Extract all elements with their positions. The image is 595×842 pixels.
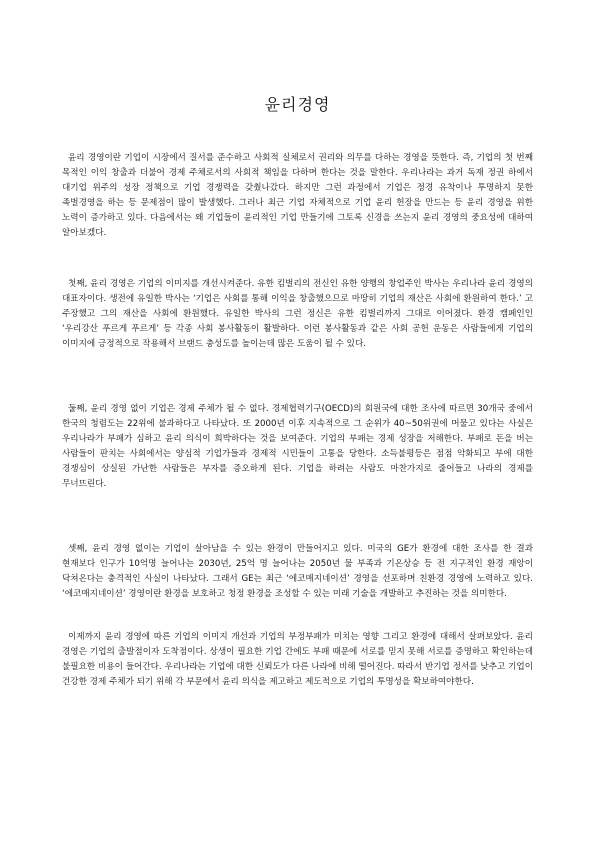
paragraph-intro: 윤리 경영이란 기업이 시장에서 질서를 준수하고 사회적 실체로서 권리와 의무를 다하는 경영을 뜻한다. 즉, 기업의 첫 번째 목적인 이익 창출과 더불어 경제 주체로서의 사회적 책임을 다하며 한다는 것을 말한다. 우리나라는 과거 독재 정권 하에서 대기업 위주의 성장 정책으로 기업 경쟁력을 갖췄나갔다. 하지만 그런 과정에서 기업은 정경 유착이나 투명하지 못한 족벌경영을 하는 등 문제점이 많이 발생했다. 그러나 최근 기업 자체적으로 기업 윤리 헌장을 만드는 등 윤리 경영을 위한 노력이 증가하고 있다. 다음에서는 왜 기업들이 윤리적인 기업 만들기에 그토록 신경을 쓰는지 윤리 경영의 중요성에 대하여 알아보겠다.: [62, 153, 533, 239]
paragraph-conclusion: 이제까지 윤리 경영에 따른 기업의 이미지 개선과 기업의 부정부패가 미치는 영향 그리고 환경에 대해서 살펴보았다. 윤리 경영은 기업의 출발점이자 도착점이다. 상생이 필요한 기업 간에도 부패 때문에 서로를 믿지 못해 서로를 증명하고 확인하는데 불필요한 비용이 들어간다. 우리나라는 기업에 대한 신뢰도가 다른 나라에 비해 떨어진다. 따라서 반기업 정서를 낮추고 기업이 건강한 경제 주체가 되기 위해 각 부문에서 윤리 의식을 제고하고 제도적으로 기업의 투명성을 확보하여야한다.: [62, 632, 533, 688]
document-title: 윤리경영: [264, 95, 331, 114]
paragraph-third-reason: 셋째, 윤리 경영 없이는 기업이 살아남을 수 있는 환경이 만들어지고 있다. 미국의 GE가 환경에 대한 조사를 한 결과 현재보다 인구가 10억명 늘어나는 2030년, 25억 명 늘어나는 2050년 물 부족과 기온상승 등 전 지구적인 환경 재앙이 닥쳐온다는 충격적인 사실이 나타났다. 그래서 GE는 최근 ‘에코매지네이션’ 경영을 선포하며 친환경 경영에 노력하고 있다. ‘에코매지네이션’ 경영이란 환경을 보호하고 청정 환경을 조성할 수 있는 미래 기술을 개발하고 추진하는 것을 의미한다.: [62, 544, 533, 600]
paragraph-second-reason: 둘째, 윤리 경영 없이 기업은 경제 주체가 될 수 없다. 경제협력기구(OECD)의 회원국에 대한 조사에 따르면 30개국 중에서 한국의 청렴도는 22위에 불과하다고 나타났다. 또 2000년 이후 지속적으로 그 순위가 40~50위권에 머물고 있다는 사실은 우리나라가 부패가 심하고 윤리 의식이 희박하다는 것을 보여준다. 기업의 부패는 경제 성장을 저해한다. 부패로 돈을 버는 사람들이 판치는 사회에서는 양심적 기업가들과 경제적 시민들이 고통을 당한다. 소득불평등은 점점 악화되고 부에 대한 경쟁심이 상실된 가난한 사람들은 부자를 증오하게 된다. 기업을 하려는 사람도 마찬가지로 줄어들고 나라의 경제를 무너뜨린다.: [62, 404, 533, 490]
paragraph-first-reason: 첫째, 윤리 경영은 기업의 이미지를 개선시켜준다. 유한 킴벌리의 전신인 유한 양행의 창업주인 박사는 우리나라 윤리 경영의 대표자이다. 생전에 유일한 박사는 ‘기업은 사회를 통해 이익을 창출했으므로 마땅히 기업의 재산은 사회에 환원하여 한다.’ 고 주장했고 그의 재산을 사회에 환원했다. 유일한 박사의 그런 정신은 유한 킴벌리까지 그대로 이어졌다. 환경 캠페인인 ‘우리강산 푸르게 푸르게’ 등 각종 사회 봉사활동이 활발하다. 이런 봉사활동과 같은 사회 공헌 운동은 사람들에게 기업의 이미지에 긍정적으로 작용해서 브랜드 충성도를 높이는데 많은 도움이 될 수 있다.: [62, 279, 533, 350]
